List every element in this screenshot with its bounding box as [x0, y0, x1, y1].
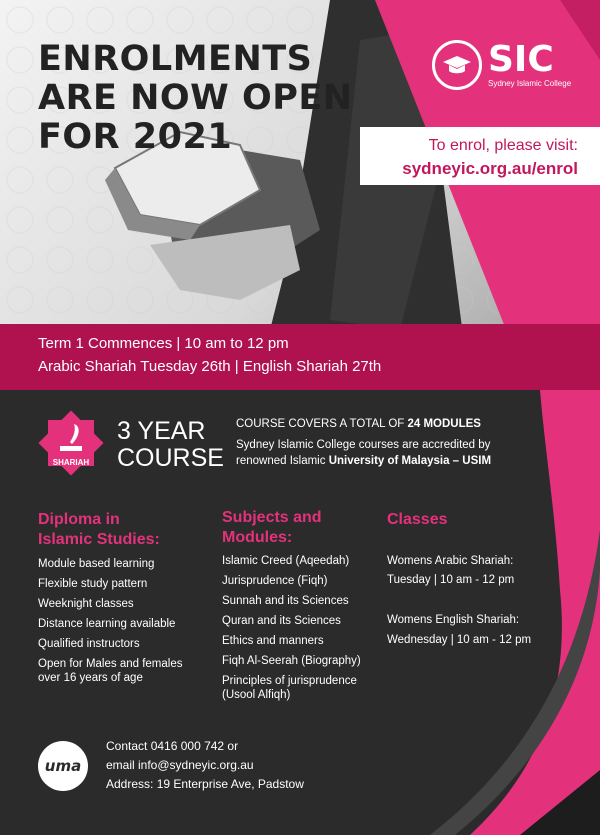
contact-address: Address: 19 Enterprise Ave, Padstow [106, 777, 304, 791]
list-item: Islamic Creed (Aqeedah) [222, 555, 350, 567]
subjects-list [222, 554, 372, 708]
contact-phone: Contact 0416 000 742 or [106, 739, 239, 753]
contact-email[interactable]: email info@sydneyic.org.au [106, 758, 254, 772]
sic-logo [432, 40, 571, 90]
shariah-badge-label: SHARIAH [52, 458, 90, 467]
english-class-time: Wednesday | 10 am - 12 pm [387, 634, 532, 646]
logo-text: SIC [488, 38, 554, 80]
accreditation-prefix: Sydney Islamic College courses are accredited by renowned Islamic [236, 439, 491, 467]
list-item: Fiqh Al-Seerah (Biography) [222, 655, 361, 667]
course-modules [236, 418, 481, 430]
enrol-callout [360, 127, 600, 185]
course-duration: 3 YEAR COURSE [117, 417, 224, 472]
course-modules-prefix: COURSE COVERS A TOTAL OF [236, 418, 408, 430]
list-item: Sunnah and its Sciences [222, 595, 349, 607]
list-item: Qualified instructors [38, 638, 140, 650]
list-item: Open for Males and females over 16 years of age [38, 658, 183, 684]
logo-subtitle: Sydney Islamic College [488, 78, 572, 88]
arabic-class-title: Womens Arabic Shariah: [387, 555, 514, 567]
shariah-badge [36, 408, 106, 478]
list-item: Jurisprudence (Fiqh) [222, 575, 328, 587]
list-item: Module based learning [38, 558, 155, 570]
diploma-heading: Diploma in Islamic Studies: [38, 511, 160, 548]
list-item: Quran and its Sciences [222, 615, 341, 627]
english-class-title: Womens English Shariah: [387, 614, 520, 626]
uma-logo: uma [38, 741, 88, 791]
term-band [0, 324, 600, 390]
accreditation-university: University of Malaysia – USIM [328, 455, 492, 467]
subjects-heading: Subjects and Modules: [222, 509, 322, 546]
diploma-list [38, 557, 198, 691]
graduation-cap-icon [432, 40, 482, 90]
list-item: Principles of jurisprudence (Usool Alfiqh) [222, 675, 357, 701]
accreditation-text [236, 437, 536, 469]
enrol-url[interactable]: sydneyic.org.au/enrol [402, 159, 578, 178]
arabic-class-time: Tuesday | 10 am - 12 pm [387, 574, 515, 586]
list-item: Distance learning available [38, 618, 176, 630]
enrol-instruction: To enrol, please visit: [428, 137, 578, 154]
list-item: Weeknight classes [38, 598, 134, 610]
page-title: ENROLMENTS ARE NOW OPEN FOR 2021 [38, 39, 353, 157]
classes-heading: Classes [387, 511, 448, 528]
term-dates: Arabic Shariah Tuesday 26th | English Shariah 27th [38, 358, 382, 375]
course-modules-count: 24 MODULES [407, 418, 481, 430]
list-item: Ethics and manners [222, 635, 324, 647]
term-commences: Term 1 Commences | 10 am to 12 pm [38, 335, 289, 352]
list-item: Flexible study pattern [38, 578, 148, 590]
